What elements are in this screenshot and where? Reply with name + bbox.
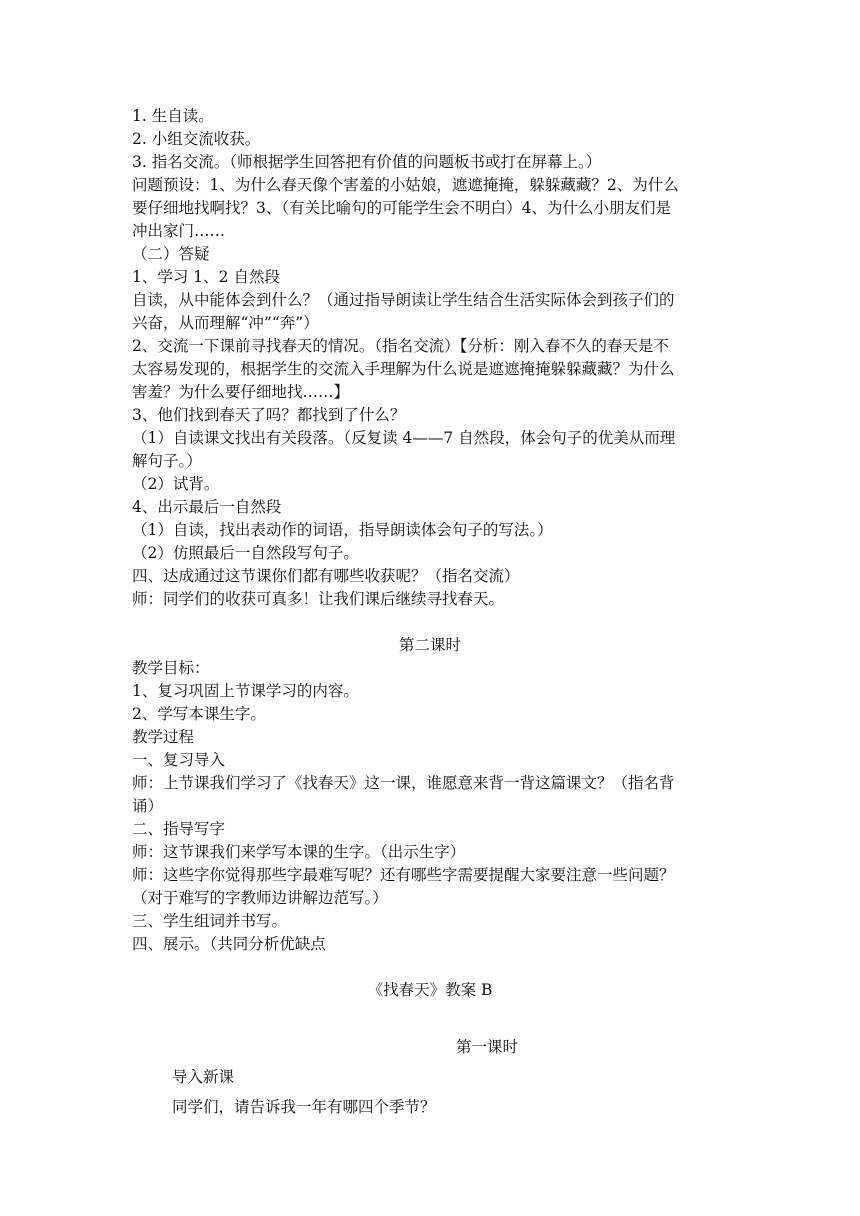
- text-line: （对于难写的字教师边讲解边范写。）: [132, 889, 388, 907]
- text-line: 冲出家门……: [132, 222, 226, 240]
- section-heading: （二）答疑: [132, 245, 210, 263]
- text-line: 解句子。）: [132, 452, 202, 470]
- text-line: （2）仿照最后一自然段写句子。: [132, 544, 359, 562]
- text-line: 1、复习巩固上节课学习的内容。: [132, 682, 359, 700]
- text-line: 导入新课: [172, 1068, 235, 1086]
- text-line: 2. 小组交流收获。: [132, 130, 261, 148]
- text-line: 1. 生自读。: [132, 107, 214, 125]
- text-line: （2）试背。: [132, 475, 220, 493]
- text-line: 问题预设：1、为什么春天像个害羞的小姑娘，遮遮掩掩，躲躲藏藏？2、为什么: [132, 176, 679, 194]
- text-line: 四、达成通过这节课你们都有哪些收获呢？（指名交流）: [132, 567, 520, 585]
- text-line: 师：同学们的收获可真多！让我们课后继续寻找春天。: [132, 590, 505, 608]
- plan-b-title: 《找春天》教案 B: [367, 981, 493, 999]
- text-line: 3. 指名交流。（师根据学生回答把有价值的问题板书或打在屏幕上。）: [132, 153, 602, 171]
- text-line: 师：这节课我们来学写本课的生字。（出示生字）: [132, 843, 466, 861]
- text-line: 4、出示最后一自然段: [132, 498, 282, 516]
- text-line: 诵）: [132, 797, 164, 815]
- text-line: 师：上节课我们学习了《找春天》这一课，谁愿意来背一背这篇课文？（指名背: [132, 774, 675, 792]
- text-line: 自读，从中能体会到什么？（通过指导朗读让学生结合生活实际体会到孩子们的: [132, 291, 675, 309]
- text-line: 要仔细地找啊找？3、（有关比喻句的可能学生会不明白）4、为什么小朋友们是: [132, 199, 671, 217]
- text-line: 1、学习 1、2 自然段: [132, 268, 280, 286]
- text-line: 教学目标：: [132, 659, 210, 677]
- text-line: （1）自读课文找出有关段落。（反复读 4——7 自然段，体会句子的优美从而理: [132, 429, 676, 447]
- text-line: 同学们，请告诉我一年有哪四个季节？: [172, 1098, 436, 1116]
- text-line: 2、交流一下课前寻找春天的情况。（指名交流）【分析：刚入春不久的春天是不: [132, 337, 669, 355]
- lesson2-heading: 第二课时: [398, 636, 461, 654]
- text-line: 3、他们找到春天了吗？都找到了什么？: [132, 406, 406, 424]
- text-line: 二、指导写字: [132, 820, 226, 838]
- text-line: 太容易发现的，根据学生的交流入手理解为什么说是遮遮掩掩躲躲藏藏？为什么: [132, 360, 675, 378]
- lesson1-heading: 第一课时: [456, 1038, 519, 1056]
- text-line: 四、展示。（共同分析优缺点: [132, 935, 326, 953]
- text-line: 一、复习导入: [132, 751, 226, 769]
- text-line: 2、学写本课生字。: [132, 705, 266, 723]
- text-line: 师：这些字你觉得那些字最难写呢？还有哪些字需要提醒大家要注意一些问题？: [132, 866, 675, 884]
- text-line: 兴奋，从而理解“冲”“奔”）: [132, 314, 319, 332]
- text-line: 三、学生组词并书写。: [132, 912, 288, 930]
- text-line: 害羞？为什么要仔细地找……】: [132, 383, 350, 401]
- text-line: （1）自读，找出表动作的词语，指导朗读体会句子的写法。）: [132, 521, 553, 539]
- text-line: 教学过程: [132, 728, 195, 746]
